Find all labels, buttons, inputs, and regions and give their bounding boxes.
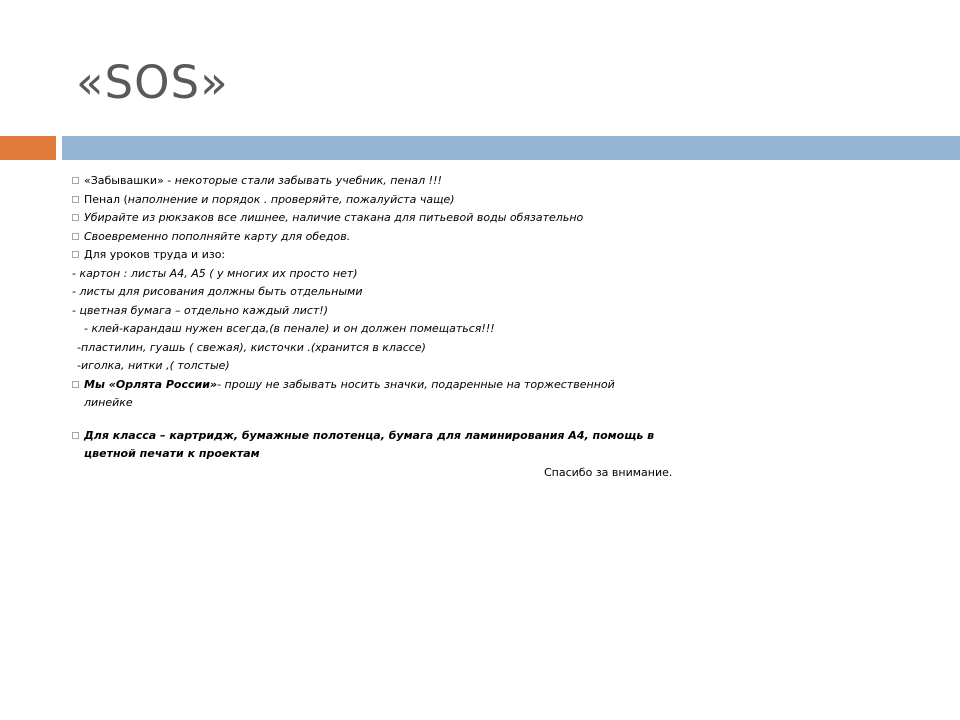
item-text: -иголка, нитки ,( толстые): [77, 359, 230, 372]
list-item: [72, 209, 772, 228]
accent-bar-orange: [0, 136, 56, 160]
list-subitem: [72, 302, 772, 321]
list-subitem: [72, 265, 772, 284]
square-bullet-icon: [72, 177, 79, 184]
item-text: «Забывашки» -: [84, 174, 175, 187]
slide-title: «SOS»: [76, 56, 229, 109]
item-text: Своевременно пополняйте карту для обедов.: [84, 229, 351, 243]
square-bullet-icon: [72, 196, 79, 203]
item-text: Для класса – картридж, бумажные полотенца, бумага для ламинирования А4, помощь в цветной печати к проектам: [84, 428, 655, 460]
item-text: некоторые стали забывать учебник, пенал !!!: [174, 174, 442, 187]
list-subitem: [72, 357, 772, 376]
item-text: - клей-карандаш нужен всегда,(в пенале) и он должен помещаться!!!: [84, 322, 495, 335]
list-item: [72, 246, 772, 265]
list-item: [72, 427, 704, 464]
square-bullet-icon: [72, 214, 79, 221]
accent-bar-blue: [62, 136, 960, 160]
square-bullet-icon: [72, 233, 79, 240]
list-subitem: [72, 283, 772, 302]
closing-text: Спасибо за внимание.: [544, 465, 673, 479]
list-item: [72, 191, 772, 210]
item-text: Убирайте из рюкзаков все лишнее, наличие стакана для питьевой воды обязательно: [84, 211, 584, 224]
list-subitem: [72, 339, 772, 358]
square-bullet-icon: [72, 432, 79, 439]
list-item: [72, 376, 624, 413]
item-text: - листы для рисования должны быть отдельными: [72, 285, 363, 298]
item-text: - прошу не забывать носить значки, подаренные на торжественной линейке: [84, 377, 615, 409]
item-text: наполнение и порядок . проверяйте, пожалуйста чаще): [127, 192, 455, 206]
item-text: Для уроков труда и изо:: [84, 248, 226, 261]
item-text: Мы «Орлята России»: [84, 377, 218, 391]
square-bullet-icon: [72, 251, 79, 258]
item-text: - картон : листы А4, А5 ( у многих их просто нет): [72, 266, 358, 280]
item-text: - цветная бумага – отдельно каждый лист!): [72, 303, 329, 317]
slide-content: [72, 172, 772, 482]
list-item: [72, 172, 772, 191]
item-text: Пенал (: [84, 192, 128, 206]
list-subitem: [72, 320, 772, 339]
item-text: -пластилин, гуашь ( свежая), кисточки .(хранится в классе): [77, 340, 426, 354]
list-item: [72, 228, 772, 247]
square-bullet-icon: [72, 381, 79, 388]
